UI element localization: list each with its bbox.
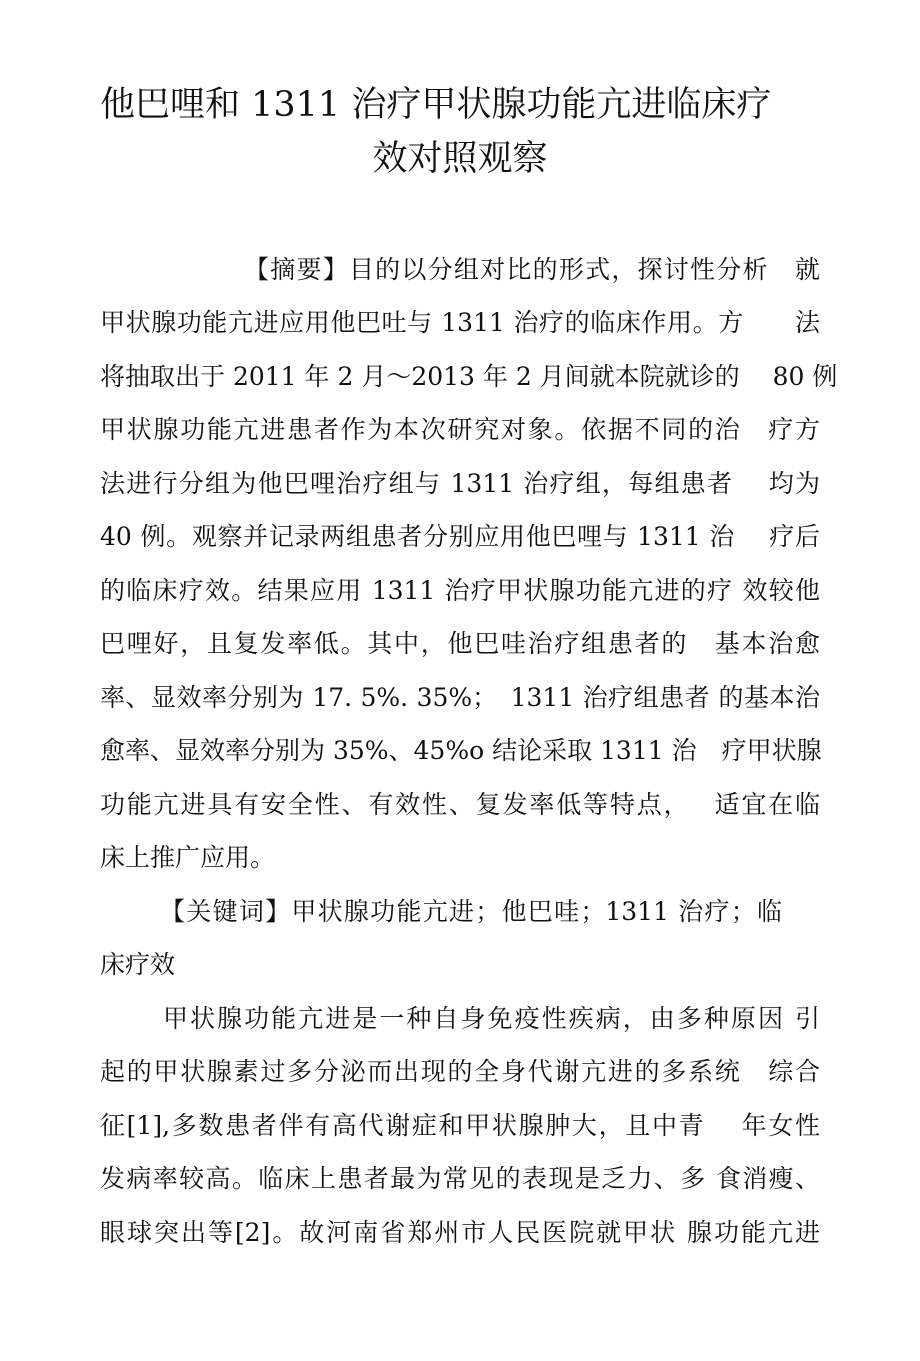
keywords-line: 【关键词】甲状腺功能亢进；他巴哇；1311 治疗；临 [160, 897, 782, 926]
title-line-1: 他巴哩和 1311 治疗甲状腺功能亢进临床疗 [100, 85, 772, 125]
abstract-line: 率、显效率分别为 17. 5%. 35%； 1311 治疗组患者 的基本治 [100, 683, 820, 712]
abstract-line: 功能亢进具有安全性、有效性、复发率低等特点， 适宜在临 [100, 790, 820, 819]
body-line: 征[1],多数患者伴有高代谢症和甲状腺肿大，且中青 年女性 [100, 1111, 820, 1140]
body-line: 发病率较高。临床上患者最为常见的表现是乏力、多 食消瘦、 [100, 1164, 820, 1193]
abstract-line: 的临床疗效。结果应用 1311 治疗甲状腺功能亢进的疗 效较他 [100, 576, 820, 605]
abstract-line: 巴哩好，且复发率低。其中，他巴哇治疗组患者的 基本治愈 [100, 629, 820, 658]
abstract-line: 床上推广应用。 [100, 843, 276, 872]
abstract-line: 将抽取出于 2011 年 2 月～2013 年 2 月间就本院就诊的 80 例 [100, 362, 838, 391]
abstract-line: 法进行分组为他巴哩治疗组与 1311 治疗组，每组患者 均为 [100, 469, 820, 498]
abstract-line: 【摘要】目的以分组对比的形式，探讨性分析 就 [244, 255, 820, 284]
body-line: 甲状腺功能亢进是一种自身免疫性疾病，由多种原因 引 [163, 1004, 820, 1033]
body-line: 起的甲状腺素过多分泌而出现的全身代谢亢进的多系统 综合 [100, 1057, 820, 1086]
title-line-2: 效对照观察 [372, 139, 548, 179]
abstract-line: 甲状腺功能亢进应用他巴吐与 1311 治疗的临床作用。方 法 [100, 308, 820, 337]
keywords-line: 床疗效 [100, 950, 176, 979]
body-line: 眼球突出等[2]。故河南省郑州市人民医院就甲状 腺功能亢进 [100, 1218, 820, 1247]
abstract-line: 40 例。观察并记录两组患者分别应用他巴哩与 1311 治 疗后 [100, 522, 820, 551]
abstract-line: 甲状腺功能亢进患者作为本次研究对象。依据不同的治 疗方 [100, 415, 820, 444]
abstract-line: 愈率、显效率分别为 35%、45%o 结论采取 1311 治 疗甲状腺 [100, 736, 822, 765]
